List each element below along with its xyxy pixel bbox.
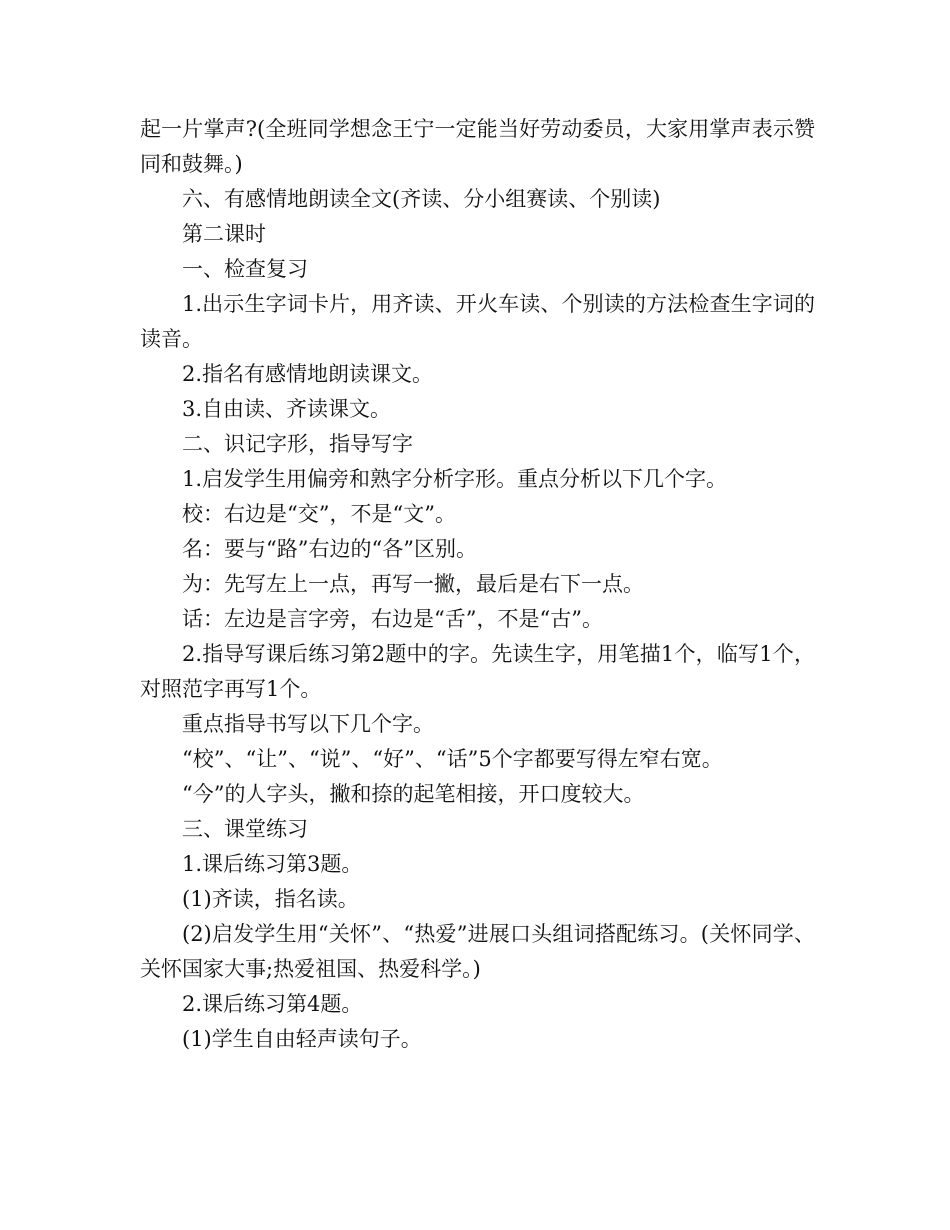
paragraph: 1.启发学生用偏旁和熟字分析字形。重点分析以下几个字。 — [182, 467, 728, 491]
paragraph: 1.课后练习第3题。 — [182, 852, 363, 876]
paragraph: 名：要与“路”右边的“各”区别。 — [182, 537, 477, 561]
paragraph: “今”的人字头，撇和捺的起笔相接，开口度较大。 — [182, 782, 645, 806]
heading-section-2: 二、识记字形，指导写字 — [182, 432, 413, 456]
paragraph: 起一片掌声?(全班同学想念王宁一定能当好劳动委员，大家用掌声表示赞同和鼓舞。) — [140, 117, 815, 176]
paragraph: (1)学生自由轻声读句子。 — [182, 1027, 422, 1051]
paragraph: 1.出示生字词卡片，用齐读、开火车读、个别读的方法检查生字词的读音。 — [140, 292, 815, 351]
paragraph: “校”、“让”、“说”、“好”、“话”5个字都要写得左窄右宽。 — [182, 747, 723, 771]
heading-lesson-2: 第二课时 — [182, 222, 266, 246]
paragraph: 3.自由读、齐读课文。 — [182, 397, 392, 421]
paragraph: 话：左边是言字旁，右边是“舌”，不是“古”。 — [182, 607, 603, 631]
paragraph: (1)齐读，指名读。 — [182, 887, 359, 911]
heading-section-3: 三、课堂练习 — [182, 817, 308, 841]
paragraph: 为：先写左上一点，再写一撇，最后是右下一点。 — [182, 572, 644, 596]
document-body — [140, 112, 815, 1057]
heading-section-1: 一、检查复习 — [182, 257, 308, 281]
paragraph: 2.指导写课后练习第2题中的字。先读生字，用笔描1个，临写1个，对照范字再写1个。 — [140, 642, 815, 701]
paragraph: 2.课后练习第4题。 — [182, 992, 363, 1016]
heading-section-6: 六、有感情地朗读全文(齐读、分小组赛读、个别读) — [182, 187, 661, 211]
paragraph: 2.指名有感情地朗读课文。 — [182, 362, 434, 386]
paragraph: (2)启发学生用“关怀”、“热爱”进展口头组词搭配练习。(关怀同学、关怀国家大事;热爱祖国、热爱科学。) — [140, 922, 815, 981]
paragraph: 校：右边是“交”，不是“文”。 — [182, 502, 456, 526]
paragraph: 重点指导书写以下几个字。 — [182, 712, 434, 736]
